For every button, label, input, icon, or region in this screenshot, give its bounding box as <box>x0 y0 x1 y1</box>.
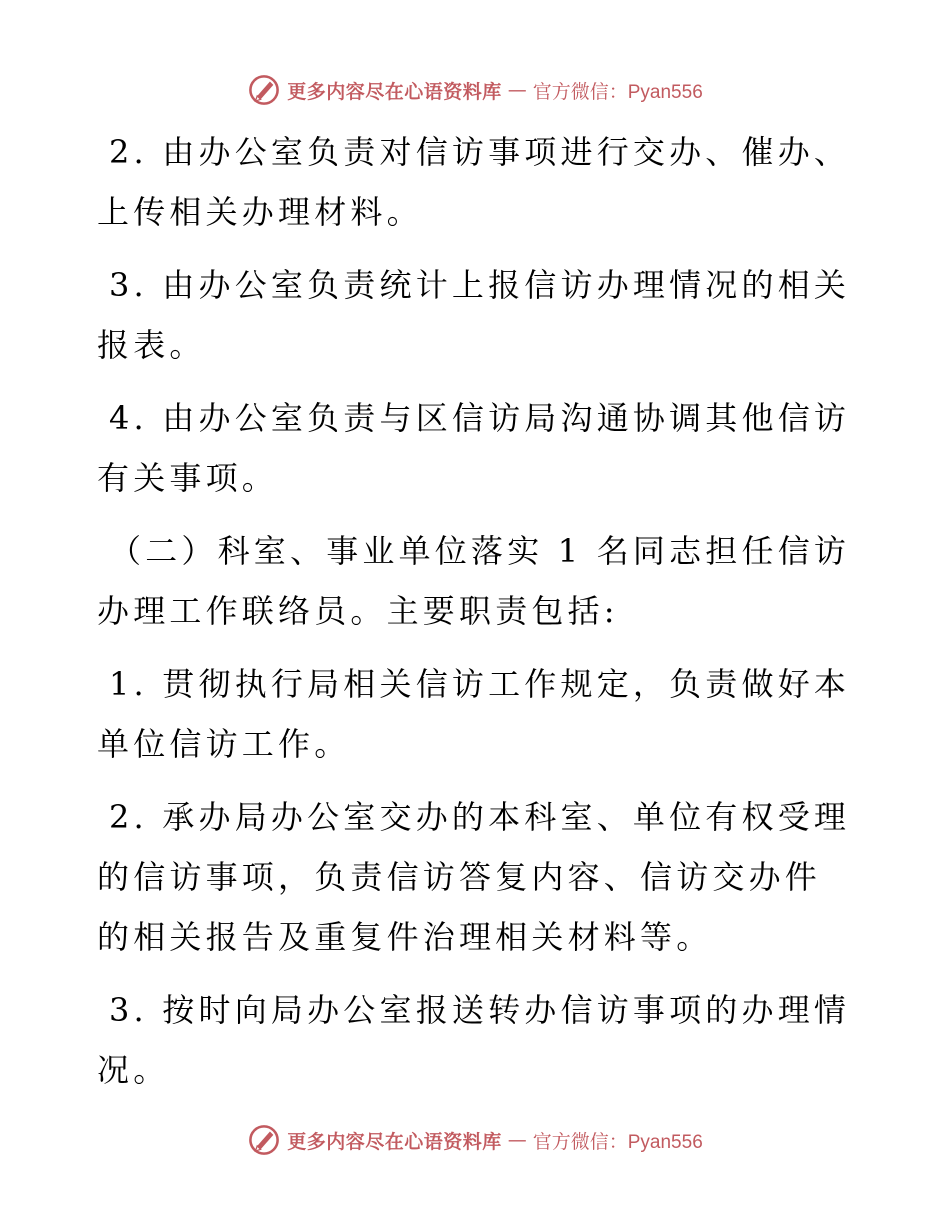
paragraph: 4. 由办公室负责与区信访局沟通协调其他信访有关事项。 <box>97 399 851 497</box>
document-body <box>97 122 857 1113</box>
watermark-brand-text: 更多内容尽在心语资料库 <box>287 80 502 103</box>
watermark-group <box>247 73 703 107</box>
watermark-contact-text: 官方微信：Pyan556 <box>532 81 703 103</box>
header-watermark <box>0 70 950 110</box>
pen-logo-icon <box>247 1123 281 1157</box>
paragraph: 3. 由办公室负责统计上报信访办理情况的相关报表。 <box>97 266 851 364</box>
paragraph: 2. 承办局办公室交办的本科室、单位有权受理的信访事项，负责信访答复内容、信访交办件的相关报告及重复件治理相关材料等。 <box>97 798 851 956</box>
pen-logo-icon <box>247 73 281 107</box>
watermark-dash: — <box>507 79 527 101</box>
paragraph: 1. 贯彻执行局相关信访工作规定，负责做好本单位信访工作。 <box>97 665 851 763</box>
paragraph: 3. 按时向局办公室报送转办信访事项的办理情况。 <box>97 991 851 1089</box>
paragraph: 2. 由办公室负责对信访事项进行交办、催办、上传相关办理材料。 <box>97 133 851 231</box>
paragraph: （二）科室、事业单位落实 1 名同志担任信访办理工作联络员。主要职责包括: <box>97 532 851 630</box>
watermark-dash: — <box>507 1129 527 1151</box>
footer-watermark <box>0 1120 950 1160</box>
watermark-group <box>247 1123 703 1157</box>
watermark-contact-text: 官方微信：Pyan556 <box>532 1131 703 1153</box>
watermark-brand-text: 更多内容尽在心语资料库 <box>287 1130 502 1153</box>
